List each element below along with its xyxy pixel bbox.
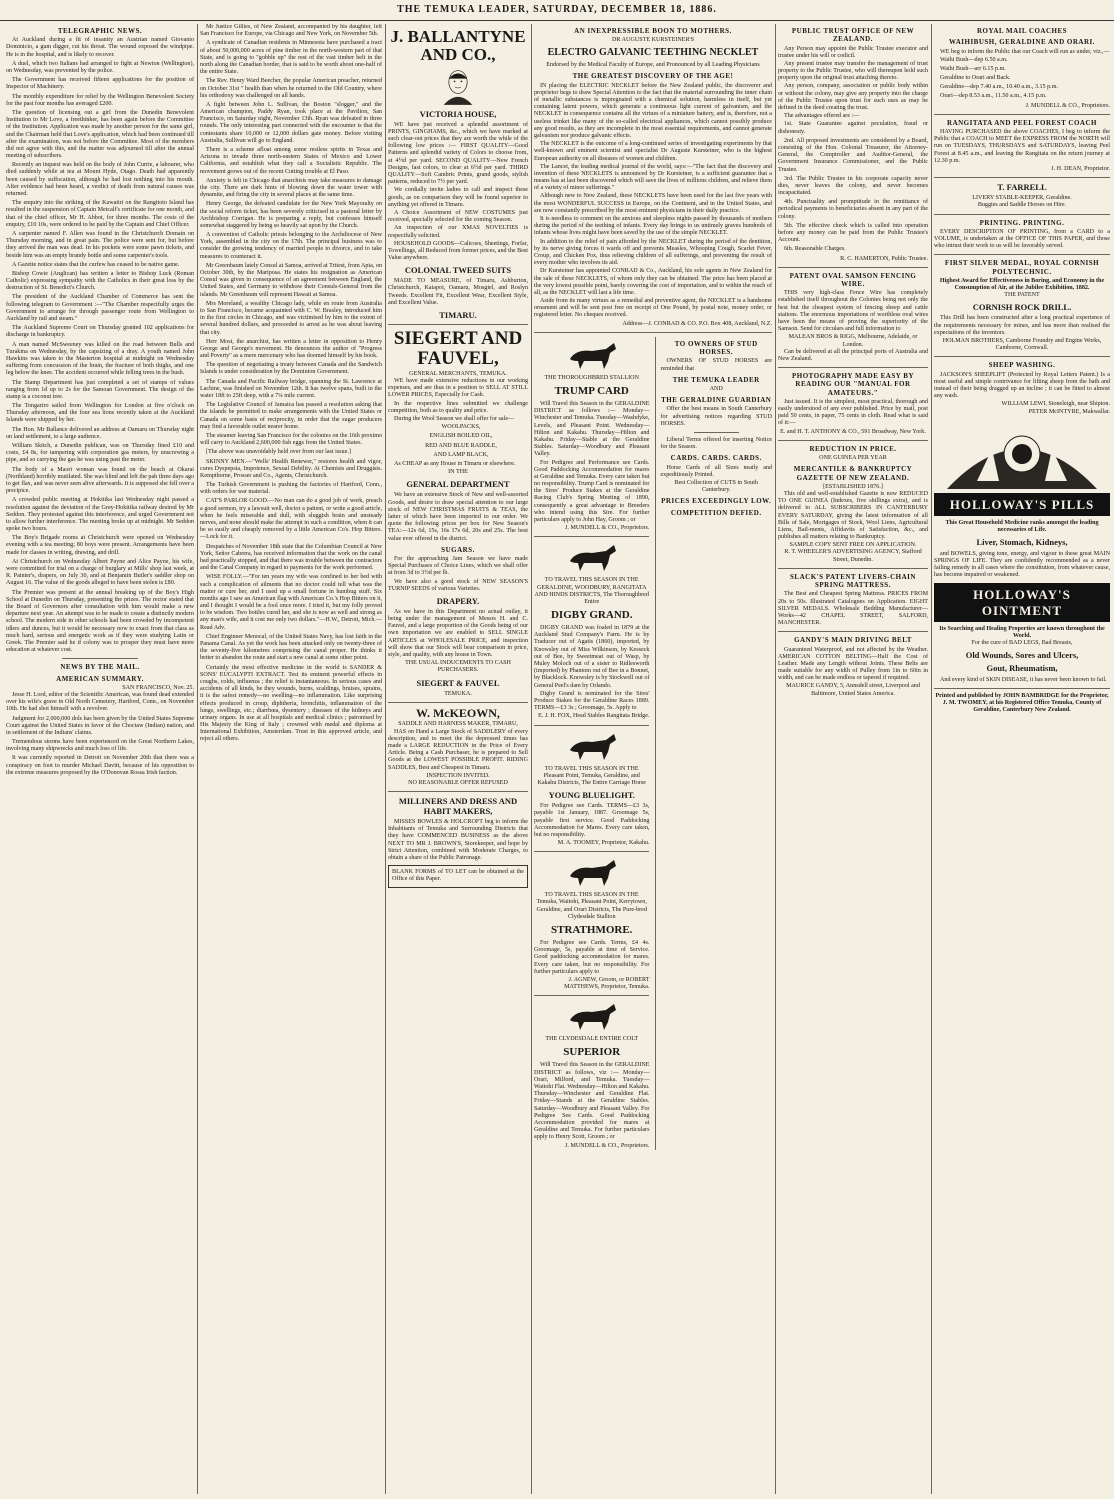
- ad-signature: E. J. H. FOX, Head Stables Rangitata Bridge.: [538, 713, 650, 720]
- ad-subheading: PRINTING. PRINTING.: [979, 218, 1065, 227]
- ad-caption: INSPECTION INVITED.: [426, 772, 490, 779]
- ad-subheading: GANDY'S MAIN DRIVING BELT: [794, 636, 912, 645]
- news-item: A duel, which two Italians had arranged to fight at Newton (Wellington), on Wednesday, was prevented by the police.: [6, 60, 194, 74]
- news-item: Judgment for 2,000,000 dols has been given by the United States Supreme Court against the United States in favor of the Choctaw (Indian) nation, and in settlement of the Indians' claims.: [6, 715, 194, 736]
- divider: [778, 568, 928, 569]
- divider: [388, 702, 528, 703]
- ad-text: Any person, company, association or public body within or without the colony, may give any property into the charge of the Public Trustee upon trust for such uses as may be defined in the deed creating the trust.: [778, 83, 928, 111]
- news-item: The Tongariro sailed from Wellington for London at five o'clock on Thursday afternoon, and the four sea lions recently taken at the Auckland Islands were shipped by her.: [6, 403, 194, 424]
- ad-subheading: Old Wounds, Sores and Ulcers,: [965, 650, 1079, 661]
- ad-signature: MAURICE GANDY, 5, Annsdell street, Liverpool and Baltimore, United States America.: [786, 683, 920, 697]
- ad-signature: J. MUNDELL & CO., Proprietors.: [565, 1142, 650, 1149]
- ad-caption: IN THE: [448, 469, 468, 476]
- news-item: A man named McSweeney was killed on the road between Bulls and Turakina on Wednesday, by the capsizing of a dray. A youth named John Hawkins was taken to the Masterton hospital at midnight on Wednesday suffering from concussion of the brain, the fracture of both thighs, and one leg below the knee. The accident occurred while felling trees in the bush.: [6, 341, 194, 377]
- column-coaches-holloway: [934, 24, 1110, 1494]
- ad-caption: Best Collection of CUTS in South Canterbury.: [674, 479, 758, 494]
- ad-subheading: THE GREATEST DISCOVERY OF THE AGE!: [572, 72, 734, 81]
- ad-subheading: SIEGERT & FAUVEL: [416, 677, 500, 688]
- news-item: Waihi Bush—dep 6.50 a.m.: [940, 56, 1008, 63]
- ad-subheading: COMPETITION DEFIED.: [670, 508, 762, 517]
- ad-caption: ONE GUINEA PER YEAR: [819, 455, 887, 462]
- ad-subheading: SUGARS.: [441, 545, 475, 554]
- column-necklet-stallions: [534, 24, 772, 1494]
- section-heading: NEWS BY THE MAIL.: [60, 663, 140, 672]
- news-item: The monthly expenditure for relief by the Wellington Benevolent Society for the past four months has averaged £200.: [6, 93, 194, 107]
- news-item: The Canada and Pacific Railway bridge, spanning the St. Lawrence at Lachine, was finished on November 12th. It has twelve spans, built in the water 18ft to 25ft deep, with a 7¼ mile current.: [200, 378, 382, 399]
- news-item: 1st. State Guarantee against peculation, fraud or dishonesty.: [778, 121, 928, 135]
- holloway-pills-banner: HOLLOWAY'S PILLS: [934, 493, 1110, 516]
- news-item: The Boy's Brigade rooms at Christchurch were opened on Wednesday evening with a tea meeting; 80 boys were present. Arrangements have been made for classes in writing, drawing, and drill.: [6, 535, 194, 556]
- ad-text: It is needless to comment on the anxious and sleepless nights passed by thousands of mothers during the period of the teething of infants. Every day brings to us untimely graves hundreds of infants whose lives might have been saved by the use of the simple NECKLET.: [534, 216, 772, 237]
- divider: [534, 995, 649, 996]
- news-item: [The above was unavoidably held over from our last issue.]: [206, 449, 351, 456]
- ad-text: Horse Cards of all Sizes neatly and expeditiously Printed.: [660, 464, 772, 478]
- ad-text: Will Travel this Season in the GERALDINE DISTRICT as follows, viz :— Monday—Orari, Milford, and Temuka. Tuesday—Waitohi Flat. Wednesday—Hilton and Kakahu. Thursday—Winchester and Geraldine Flat. Friday—Stands at the Geraldine Stables. Saturday—Woodbury and Pleasant Valley. For Pedigree See Cards. Good Paddocking Accommodation provided for mares at Geraldine and Temuka. For further particulars apply to Henry Scott, Groom ; or: [534, 1062, 650, 1141]
- ad-subheading: GENERAL MERCHANTS, TEMUKA.: [409, 370, 507, 377]
- ad-caption: LIVERY STABLE-KEEPER, Geraldine.: [972, 195, 1072, 202]
- news-item: Despatches of November 18th state that the Columbian Council at New York, Señor Cabrera, has received information that the work on the canal had practically stopped, and that there was trouble between the contractors and the Canal Company in regard to payments for the work performed.: [200, 543, 382, 572]
- divider: [934, 114, 1110, 115]
- ad-text: HOUSEHOLD GOODS—Calicoes, Sheetings, Forfar, Towellings, all Reduced from former prices, and the Best Value anywhere.: [388, 240, 528, 262]
- divider: [534, 332, 772, 333]
- ad-subheading: PRICES EXCEEDINGLY LOW.: [661, 497, 772, 506]
- news-item: The body of a Maori woman was found on the beach at Okarai (Northland) horribly mutilated. She was blind and left the pah three days ago to get flax, and was never seen alive afterwards. It is supposed she fell over a precipice.: [6, 466, 194, 495]
- trust-list: [778, 121, 928, 253]
- ad-signature: J. MUNDELL & CO., Proprietors.: [565, 525, 650, 532]
- ad-subheading: RANGITATA AND PEEL FOREST COACH: [947, 118, 1097, 127]
- ad-text: IN placing the ELECTRIC NECKLET before the New Zealand public, the discoverer and proprietor begs to draw Special Attention to the fact that the material surrounding the inner chain of metallic substances is impregnated with a chemical solution, harmless in itself, but yet containing latent powers, which generate a continuous light current of galvanism, and the NECKLET in consequence contains all the virtues of a miniature battery, and is, therefore, not a useless trinket like many of the so-called electrical appliances, which cannot possibly produce any good results, as they are incomplete in the most essential requirements, and cannot generate galvanism nor produce galvanic effects.: [534, 82, 772, 139]
- divider: [534, 851, 649, 852]
- ad-subheading: TO OWNERS OF STUD HORSES.: [674, 339, 758, 357]
- ad-signature: R. C. HAMERTON, Public Trustee.: [840, 255, 928, 262]
- ad-text: Guaranteed Waterproof, and not affected by the Weather. AMERICAN COTTON BELTING—Half the Cost of Leather. Made any Length without Joints. These Belts are made suitable for any width of Pulley from 1in to 60in in width, and can be made endless or tapered if required.: [778, 646, 928, 682]
- news-item: WOOLPACKS,: [441, 424, 481, 431]
- news-item: The question of licensing out a girl from the Dunedin Benevolent Institution to Mr Love, a freethinker, has been again before the Committee of the Institution. Application was made by another person for the same girl, and the Chairman held that Love's application, which had been continued till after the examination, was not before the Committee. Most of the members did not agree with this, and the matter was adjourned till after the annual meeting of subscribers.: [6, 109, 194, 160]
- news-item: The question of negotiating a treaty between Canada and the Sandwich Islands is under consideration by the Dominion Government.: [200, 362, 382, 376]
- news-item: Anxiety is felt in Chicago that anarchists may take measures to damage the city. There are dark hints of blowing down the water tower with dynamite, and firing the city in several places at the same time.: [200, 177, 382, 199]
- ad-text: Offer the best means in South Canterbury for advertising notices regarding STUD HORSES.: [660, 406, 772, 427]
- ad-caption: TO TRAVEL THIS SEASON IN THE Temuka, Waitohi, Pleasant Point, Kerrytown, Geraldine, and Orari Districts, The Pure-bred Clydesdale Stallion: [536, 892, 647, 920]
- news-item: A crowded public meeting at Hokitika last Wednesday night passed a resolution against the deviation of the Grey-Hokitika railway desired by Mr Seddon. They protested against this interference, and urged Government not to allow further interference. The meeting broke up at midnight. Mr Seddon spoke two hours.: [6, 497, 194, 533]
- column-american-summary: [200, 24, 382, 1494]
- ad-signature: J. AGNEW, Groom, or ROBERT MATTHEWS, Proprietor, Temuka.: [564, 976, 650, 991]
- column-public-trust: [778, 24, 928, 1494]
- ad-caption: TO TRAVEL THIS SEASON IN THE GERALDINE, WOODBURY, RANGITATA AND HINDS DISTRICTS, The Thoroughbred Entire: [534, 577, 649, 605]
- section-heading: TELEGRAPHIC NEWS.: [57, 27, 143, 35]
- ad-text: An inspection of our XMAS NOVELTIES is respectfully solicited.: [388, 225, 528, 239]
- column-rule: [775, 24, 776, 1494]
- divider: [934, 254, 1110, 255]
- ad-subheading: Gout, Rheumatism,: [986, 663, 1058, 674]
- news-item: A Gazette notice states that the curfew has ceased to be native game.: [12, 261, 180, 268]
- ad-signature: M. A. TOOMEY, Proprietor, Kakahu.: [557, 840, 650, 847]
- horse-icon: [562, 1000, 622, 1034]
- ad-box: BLANK FORMS of TO LET can be obtained at the Office of this Paper.: [388, 865, 528, 887]
- ad-subheading: THE GERALDINE GUARDIAN: [661, 396, 772, 405]
- divider: [778, 631, 928, 632]
- ad-signature: MALEAN BROS & RIGG, Melbourne, Adelaide, or London.: [788, 334, 918, 348]
- ad-caption: SADDLE AND HARNESS MAKER, TIMARU,: [398, 721, 518, 728]
- ad-text: The NECKLET is the outcome of a long-continued series of investigating experiments by that well-known and eminent scientist and specialist Dr Auguste Kursteiner, who is the highest European authority on all diseases of women and children.: [534, 141, 772, 162]
- column-rule: [385, 24, 386, 1494]
- column-telegraphic-news: [6, 24, 194, 1494]
- divider: [934, 177, 1110, 178]
- ad-signature: J. MUNDELL & CO., Proprietors.: [1025, 102, 1110, 109]
- column-ballantyne-siegert: [388, 24, 528, 1494]
- news-item: The steamer leaving San Francisco for the colonies on the 16th proximo will carry to Auckland 2,600,000 fish eggs from the United States.: [200, 432, 382, 447]
- ad-text: Dr Kursteiner has appointed CONRAD & Co., Auckland, his sole agents in New Zealand for the sale of these NECKLETS, of whom only they can be obtained. The price has been placed at the very lowest possible point, barely covering the cost of importation, and to within the reach of all, as the NECKLET will last a life time.: [534, 268, 772, 296]
- ad-caption: THE CLYDESDALE ENTIRE COLT: [545, 1036, 639, 1043]
- ad-text: Liberal Terms offered for inserting Notice for the Season.: [660, 436, 772, 451]
- divider: [388, 791, 528, 792]
- ad-text: WE have just received a splendid assortment of PRINTS, GINGHAMS, &c., which we have marked at such clear-out prices that they are worth the while of the following low prices :— FIRST QUALITY—Good Patterns and splendid variety of Colors to choose from, at 4½d per yard. SECOND QUALITY—New French Designs, fast colors, to clear at 6½d per yard. THIRD QUALITY—Soft Cambric Prints, grand goods, stylish patterns, reduced to 7½ per yard.: [388, 121, 528, 186]
- ad-headline: TRUMP CARD: [554, 385, 629, 398]
- news-item: 6th. Reasonable Charges.: [784, 246, 846, 253]
- ad-text: As CHEAP as any House in Timaru or elsewhere.: [394, 460, 516, 467]
- ad-text: For Pedigree see Cards. Terms, £4 4s. Groomage, 5s, payable at time of Service. Good paddocking accommodation for mares. Every care taken, but no responsibility. For further particulars apply to: [534, 939, 650, 975]
- ad-subheading: PHOTOGRAPHY MADE EASY BY READING OUR "MANUAL FOR AMATEURS.": [792, 372, 914, 397]
- ad-headline: ELECTRO GALVANIC TEETHING NECKLET: [547, 47, 759, 59]
- ad-signature: J. H. DEAN, Proprietor.: [1051, 166, 1110, 172]
- ad-text: We have also a good stock of NEW SEASON'S TURNIP SEEDS of various Varieties.: [388, 578, 528, 592]
- news-item: SKINNY MEN.—"Wells' Health Renewer," restores health and vigor, cures Dyspepsia, Impotence, Sexual Debility. At Chemists and Druggists. Kempthorne, Prosser and Co., Agents, Christchurch.: [200, 458, 382, 479]
- news-item: It was currently reported in Detroit on November 20th that there was a conspiracy on foot to murder Michael Davitt, because of his opposition to the extreme measures proposed by the O'Donovan Rossa Irish faction.: [6, 755, 194, 776]
- ad-text: EVERY DESCRIPTION OF PRINTING, from a CARD to a VOLUME, is undertaken at the OFFICE OF THIS PAPER, and those who intrust their work to us will be favorably served.: [934, 228, 1110, 250]
- ad-subheading: DRAPERY.: [436, 595, 480, 606]
- ad-caption: SAMPLE COPY SENT FREE ON APPLICATION.: [789, 542, 917, 549]
- news-item: 5th. The effective check which is called into operation before any money can be paid from the Public Trustee's Account.: [778, 222, 928, 244]
- news-item: The Turkish Government is pushing the factories of Hartford, Conn., with orders for war material.: [200, 482, 382, 496]
- divider: [534, 536, 649, 537]
- ad-text: This old and well-established Gazette is now REDUCED TO ONE GUINEA (Indexes, five shillings extra), and is delivered to ALL SUBSCRIBERS IN CANTERBURY EVERY SATURDAY, giving the latest information of all Bills of Sale, Mortgages of Stock, Wool Liens, Agricultural Liens, Bail-ments, Affidavits of Satisfaction, &c., and publishes all matters relating to Bankruptcy.: [778, 490, 928, 541]
- wool-items: [388, 424, 528, 459]
- ad-caption: Endorsed by the Medical Faculty of Europe, and Pronounced by all Leading Physicians: [546, 62, 760, 69]
- news-item: 4th. Punctuality and promptitude in the remittance of periodical payments to beneficiaries absent in any part of the colony.: [778, 199, 928, 220]
- news-item: Bishop Cowie (Anglican) has written a letter to Bishop Luck (Roman Catholic) expressing sympathy with the Catholics in their great loss by the destruction of St. Benedict's Church.: [6, 270, 194, 292]
- news-item: A carpenter named F. Allen was found in the Christchurch Domain on Thursday morning, and in great pain. The police were sent for, but before they arrived the man was dead. In his pockets were some pawn tickets, and beside him was an empty brandy bottle and some carpenter's tools.: [6, 230, 194, 259]
- ad-headline: STRATHMORE.: [551, 924, 633, 936]
- dateline: SAN FRANCISCO, Nov. 25.: [122, 684, 194, 691]
- ad-signature: PETER McINTYRE, Makwallar.: [1028, 408, 1110, 415]
- ad-text: Can be delivered at all the principal ports of Australia and New Zealand.: [778, 348, 928, 362]
- news-item: Certainly the most effective medicine in the world is SANDER & SONS' EUCALYPTI EXTRACT. Test its eminent powerful effects in coughs, colds, influenza ; the relief is instantaneous. In serious cases and accidents of all kinds, be they wounds, burns, scaldings, bruises, sprains, it is the safest remedy—no swelling—no inflammation. Like surprising effects produced in croup, diphtheria, bronchitis, inflammation of the lungs, swellings, etc.; diarrhœa, dysentery ; diseases of the kidneys and urinary organs. In use at all hospitals and medical clinics ; patronised by His Majesty the King of Italy ; crowned with medal and diploma at International Exhibition, Amsterdam. Trust in this approved article, and reject all others.: [200, 664, 382, 743]
- ad-headline: SIEGERT AND FAUVEL,: [393, 328, 523, 369]
- news-item: The Rev. Henry Ward Beecher, the popular American preacher, returned on October 31st " health than when he returned to the Old Country, where his orthodoxy was challenged on all hands.: [200, 78, 382, 99]
- ad-caption: AND: [709, 385, 723, 392]
- ad-text: For the approaching Jam Season we have made Special Purchases of Choice Lines, which we shall offer at from 3d to 3½d per lb.: [388, 555, 528, 577]
- news-item: At Christchurch on Wednesday Albert Payne and Alice Payne, his wife, were committed for trial on a charge of burglary at Mills' shop last week, at R. Painter's, drapers, on July 30, and at Benjamin Butler's saddler shop on August 16. The value of the goods alleged to have been stolen is £80.: [6, 558, 194, 587]
- ad-subheading: PATENT OVAL SAMSON FENCING WIRE.: [789, 271, 917, 288]
- news-item: CAT'S PARLOR GOOD.—No man can do a good job of work, preach a good sermon, try a lawsuit well, doctor a patient, or write a good article, when he feels miserable and dull, with sluggish brain and unsteady nerves, and none should make the attempt in such a condition, when it can be so easily and cheaply removed by a little American Co's. Hop Bitters.—Lock for it.: [200, 498, 382, 541]
- ad-caption: NO REASONABLE OFFER REFUSED: [408, 779, 508, 786]
- ad-caption: THE THOROUGHBRED STALLION: [544, 374, 639, 381]
- news-item: The Hon. Mr Ballance delivered an address at Oamaru on Thursday night on land settlement, to a large audience.: [6, 426, 194, 440]
- ad-text: WE have made extensive reductions in our working expenses, and are thus in a position to SELL AT STILL LOWER PRICES, Especially for Cash.: [388, 378, 528, 399]
- ad-text: Just issued. It is the simplest, most practical, thorough and easily understood of any ever published. Price by mail, post paid 50 cents, in paper, 75 cents in cloth. Read what is said of it:—: [778, 398, 928, 427]
- ad-caption: [ESTABLISHED 1876.]: [823, 483, 883, 490]
- ad-text: As we have in this Department no actual outlay, it being under the management of Messrs H. and C. Fauvel, and a large proportion of the Goods being of our own importation we are enabled to SELL SINGLE ARTICLES at WHOLESALE PRICE, and inspection will show that our Stock will bear comparison in price, style, and quality, with any house in Town.: [388, 608, 528, 659]
- horse-icon: [562, 856, 622, 890]
- horse-icon: [562, 339, 622, 373]
- ad-text: This Drill has been constructed after a long practical experience of the requirements necessary for mines, and has more than realised the expectations of the inventors.: [934, 315, 1110, 336]
- ad-signature: WILLIAM LEWI, Stoneleigh, near Shipton.: [1001, 401, 1110, 408]
- news-item: Herr Most, the anarchist, has written a letter in opposition to Henry George and George's movement. He denounces the author of "Progress and Poverty" as a mere mercenary who has doomed himself by his book.: [200, 338, 382, 360]
- ad-subheading: Liver, Stomach, Kidneys,: [976, 537, 1068, 548]
- american-items: [6, 692, 194, 777]
- ad-subheading: THE TEMUKA LEADER: [672, 375, 760, 384]
- divider: [934, 214, 1110, 215]
- ad-subheading: SLACK'S PATENT LIVERS-CHAIN SPRING MATTRESS.: [790, 572, 916, 590]
- news-item: Recently an inquest was held on the body of John Currie, a labourer, who died suddenly while at tea at Mount Hyde, Otago. Death had apparently been caused by suffocation, although he had lost nothing into his mouth. After evidence had been heard, a verdict of death from natural causes was returned.: [6, 162, 194, 197]
- divider: [62, 658, 137, 659]
- news-item: The Auckland Supreme Court on Thursday granted 102 applications for discharge in bankruptcy.: [6, 325, 194, 339]
- news-item: There is a scheme afloat among some restless spirits in Texas and Arizona to invade three north-eastern States of Mexico and Lower California, and establish what they call a Socialistic Republic. The movement grows out of the recent Cutting trouble at El Paso.: [200, 147, 382, 175]
- ad-caption: THE PATENT: [1004, 292, 1040, 299]
- ad-caption: TO TRAVEL THIS SEASON IN THE Pleasant Point, Temuka, Geraldine, and Kakahu Districts, The Entire Carriage Horse: [537, 765, 646, 786]
- ad-text: We cordially invite ladies to call and inspect these goods, as on comparison they will be found superior to anything yet offered in Timaru.: [388, 187, 528, 208]
- section-subheading: AMERICAN SUMMARY.: [56, 674, 144, 683]
- news-item: The Government has received fifteen applications for the position of Inspector of Machinery.: [6, 77, 194, 91]
- ad-text: In the respective lines submitted we challenge competition, both as to quality and price.: [388, 400, 528, 414]
- ad-text: During the Wool Season we shall offer for sale—: [394, 416, 515, 423]
- ad-subheading: SHEEP WASHING.: [988, 361, 1056, 370]
- ad-subheading: TIMARU.: [439, 310, 477, 321]
- news-item: WISE FOLLY.—"For ten years my wife was confined to her bed with such a complication of ailments that no doctor could tell what was the matter or cure her, and I used up a small fortune in humbug stuff. Six months ago I saw an American flag with American Co.'s Hop Bitters on it, and I thought I would be a fool once more. I tried it, but my folly proved to be wisdom. Two bottles cured her, and she is now as well and strong as any man's wife, and it cost me only two dollars."—H.W., Detroit, Mich.—Read Adv.: [200, 574, 382, 631]
- column-rule: [931, 24, 932, 1494]
- ad-caption: Its Searching and Healing Properties are known throughout the World.: [939, 625, 1105, 640]
- ad-subheading: COLONIAL TWEED SUITS: [404, 265, 512, 276]
- ad-text: Digby Grand is nominated for the Sires' Produce Stakes for the Geraldine Races 1889. TERMS—£3 3s ; Groomage, 5s. Apply to: [534, 690, 650, 712]
- ad-caption: Highest Award for Effectiveness in Boring, and Economy in the Consumption of Air, at the Jubilee Exhibition, 1882.: [939, 277, 1105, 292]
- ad-text: MADE TO MEASURE, of Timaru, Ashburton, Christchurch, Kaiapoi, Oamaru, Mosgiel, and Roslyn Tweeds. Excellent Fit, Excellent Wear, Excellent Style, and Excellent Value.: [388, 278, 528, 306]
- news-item: Mr Justice Gillies, of New Zealand, accompanied by his daughter, left San Francisco for Europe, via Chicago and New York, on November 5th.: [200, 24, 382, 38]
- ad-caption: This Great Household Medicine ranks amongst the leading necessaries of Life.: [945, 520, 1099, 534]
- divider: [778, 440, 928, 441]
- ad-headline: J. BALLANTYNE AND CO.,: [390, 27, 526, 64]
- ad-text: and BOWELS, giving tone, energy, and vigour to these great MAIN SPRINGS OF LIFE. They are confidently recommended as a never failing remedy in all cases where the constitution, from whatever cause, has become impaired or weakened.: [934, 550, 1110, 579]
- news-item: The Stamp Department has just completed a set of stamps of values ranging from 1d up to 2s for the Samoan Government. The design of the stamp is a coconut tree.: [6, 379, 194, 400]
- news-item: Geraldine—dep 7.40 a.m., 10.40 a.m., 3.15 p.m.: [940, 84, 1058, 91]
- ad-text: WE beg to inform the Public that our Coach will run as under, viz.,—: [940, 48, 1110, 55]
- ad-text: For Pedigree and Performance see Cards. Good Paddocking Accommodation for mares at Geraldine and Temuka. Every care taken but no responsibility. Trump Card is nominated for the Sires' Produce Stakes at the Geraldine Racing Club's Spring Meeting of 1890, consequently a great advantage to Breeders who intend using this Sire. For further particulars apply to John Hay, Groom ; or: [534, 459, 650, 524]
- ad-text: HAVING PURCHASED the above COACHES, I beg to inform the Public that a COACH to MEET the EXPRESS FROM the NORTH will run on TUESDAYS, THURSDAYS and SATURDAYS, leaving Peel Forest at 8.45 a.m., and leaving the Rangitata on the return journey at 12.30 p.m.: [934, 129, 1110, 164]
- news-item: William Skitch, a Dunedin publican, was on Thursday fined £10 and costs, £4 8s, for tampering with corporation gas meters, by unscrewing a pipe, and so carrying the gas he was using past the meter.: [6, 443, 194, 464]
- ad-headline: DIGBY GRAND.: [550, 609, 633, 622]
- ad-caption: DR AUGUSTE KURSTEINER'S: [611, 37, 694, 44]
- ad-text: A Choice Assortment of NEW COSTUMES just received, specially selected for the coming Season.: [388, 209, 528, 224]
- divider: [934, 356, 1110, 357]
- news-item: Henry George, the defeated candidate for the New York Mayoralty on the social reform ticket, has been severely criticised in a pastoral letter by Archbishop Corrigan. He is preparing a reply, but confesses himself somewhat staggered by being so heavily sat upon by the Church.: [200, 201, 382, 229]
- ad-text: THIS very high-class Fence Wire has completely established itself throughout the Colonies being not only the best but the cheapest system of fencing sheep and cattle stations. The enormous importations of worthless oval wires have been the means of proving the superiority of the Samson. Send for circulars and full information to: [778, 290, 928, 333]
- ad-subheading: ROYAL MAIL COACHES: [976, 27, 1068, 35]
- ad-text: Although new to New Zealand, these NECKLETS have been used for the last five years with the most WONDERFUL SUCCESS in Europe, on the Continent, and in the United States, and are now constantly prescribed by the most eminent physicians in their daily practice.: [534, 193, 772, 214]
- news-items: [200, 24, 382, 744]
- ad-subheading: PUBLIC TRUST OFFICE OF NEW ZEALAND.: [791, 27, 915, 44]
- column-rule: [531, 24, 532, 1494]
- ad-caption: TEMUKA.: [444, 690, 472, 697]
- ad-left-column: [534, 337, 649, 1150]
- ad-text: Any present trustee may transfer the management of trust property to the Public Trustee, who will thereupon hold such property upon the original trust attaching thereto.: [778, 60, 928, 82]
- ad-headline: SUPERIOR: [563, 1046, 621, 1059]
- ad-text: We have an extensive Stock of New and well-assorted Goods, and desire to draw special attention to our large stock of NEW CHRISTMAS FRUITS & TEAS, the latter of which have been imported to our order. We quote the following prices per box for New Season's TEA:—12s 6d, 15s, 16s 17s 6d, 20s and 25s. The best value ever offered in the district.: [388, 492, 528, 542]
- divider: [778, 267, 928, 268]
- ad-right-column: [655, 337, 772, 1150]
- news-item: Chief Engineer Menocal, of the United States Navy, has lost faith in the Panama Canal. As yet the work has been attacked only on twenty-three of the seventy-five kilometres comprising the canal proper. He thinks it better to abandon the route and start a new canal at some other point.: [200, 633, 382, 662]
- ad-signature: R. T. WHEELER'S ADVERTISING AGENCY, Stafford Street, Dunedin.: [784, 549, 922, 563]
- news-item: RED AND BLUE RADDLE,: [425, 442, 497, 449]
- news-item: The Premier was present at the annual breaking up of the Boy's High School at Dunedin on Thursday, presenting the prizes. The rector stated that the Board of Governors after consultation with him would make a new departure next year. An attempt was to be made to create a distinctly modern school. The modern side in other schools had been crowded by incompetent idlers and dunces, but it would be necessary now to exact from that class as much hard, serious and energetic work as if they were studying Latin or Greek. The Premier said he if colony was to prosper they must have more education at whatever cost.: [6, 589, 194, 654]
- masthead: THE TEMUKA LEADER, SATURDAY, DECEMBER 18, 1886.: [0, 0, 1114, 21]
- ad-signature: HOLMAN BROTHERS, Camborne Foundry and Engine Works, Camborne, Cornwall.: [942, 338, 1102, 352]
- divider: [388, 324, 528, 325]
- ad-signature: Address—J. CONRAD & CO. P.O. Box 408, Auckland, N.Z.: [622, 320, 772, 327]
- ad-text: The advantages offered are :—: [784, 113, 860, 120]
- ad-text: Aside from its many virtues as a remedial and preventive agent, the NECKLET is a handsome ornament and will be sent post free on receipt of One Pound, by postal note, money order, or registered letter. No cheques received.: [534, 298, 772, 319]
- horse-icon: [562, 730, 622, 764]
- news-item: Jesse H. Lord, editor of the Scientific American, was found dead extended over his wife's grave in Old North Cemetery, Hartford, Conn., on November 10th. He had shot himself with a revolver.: [6, 691, 194, 713]
- ad-text: OWNERS OF STUD HORSES are reminded that: [660, 358, 772, 372]
- ad-text: Any Person may appoint the Public Trustee executor and trustee under his will or codicil.: [778, 45, 928, 59]
- coach-times: [934, 57, 1110, 101]
- ad-subheading: FIRST SILVER MEDAL, ROYAL CORNISH POLYTECHNIC.: [944, 259, 1100, 276]
- ad-text: For Pedigree see Cards. TERMS—£3 3s, payable 1st January, 1887. Groomage 5s, payable first service. Good Paddocking Accommodation for Mares. Every care taken, but no responsibility.: [534, 803, 650, 838]
- ad-caption: For the cure of BAD LEGS, Bad Breasts,: [971, 640, 1073, 647]
- ad-subheading: REDUCTION IN PRICE.: [809, 444, 897, 453]
- column-rule: [197, 24, 198, 1494]
- news-item: Waihi Bush—arr 6.15 p.m.: [940, 65, 1006, 72]
- horse-icon: [562, 541, 622, 575]
- news-item: Orari—dep 8.53 a.m., 11.50 a.m., 4.15 p.m.: [940, 93, 1047, 100]
- ad-text: Will Travel this Season in the GERALDINE DISTRICT as follows :— Monday—Winchester and Temuka. Tuesday—Washdyke, Levels, and Pleasant Point. Wednesday—Hilton and Kakahu. Thursday—Hilton and Kakahu. Friday—Stable at the Geraldine Stables. Saturday—Woodbury and Pleasant Valley.: [534, 401, 650, 458]
- news-item: A syndicate of Canadian residents in Minnesota have purchased a tract of about 50,000,000 acres of pine timber in the north-western part of that State, and is going to "gobble up" the rest of the vast timber belt in the north along the Canadian border, that is said to be worth about one-half of the entire State.: [200, 40, 382, 76]
- holloway-ointment-banner: HOLLOWAY'S OINTMENT: [934, 583, 1110, 622]
- news-item: The president of the Auckland Chamber of Commerce has sent the following telegram to Government :—"The Chamber respectfully urges the Government to arrange for through passenger route from Wellington to Auckland by rail and steam.": [6, 294, 194, 322]
- ad-subheading: MILLINERS AND DRESS AND HABIT MAKERS,: [398, 796, 518, 817]
- ad-text: DIGBY GRAND was foaled in 1879 at the Auckland Stud Company's Farm. He is by Traducer out of Agatis (1860), imported, by Knowsley out of Miss Wilkinson, by Kesseck out of Bee, by Sweetmeat out of Wasp, by Muley Moloch out of a sister to Ridlesworth (imported) by Phantom out of Bee in a Bonnet, by Blacklock. Knowsley is by Stockwell out of General Peel's dam by Orlando.: [534, 625, 650, 689]
- ad-subheading: WAIHIBUSH, GERALDINE AND ORARI.: [949, 38, 1095, 47]
- news-item: ENGLISH BOILED OIL,: [429, 433, 493, 440]
- ad-caption: THE USUAL INDUCEMENTS TO CASH PURCHASERS.: [405, 660, 511, 674]
- ad-text: In addition to the relief of pain afforded by the NECKLET during the period of the dentition, by its nerve giving forces it wards off and prevents Measles, Whooping Cough, Scarlet Fever, Croup, and Chicken Pox, thus relieving children of all sufferings, and preventing the result of every mother who involves its aid.: [534, 238, 772, 267]
- ad-subheading: MERCANTILE & BANKRUPTCY GAZETTE OF NEW ZEALAND.: [793, 465, 913, 482]
- ad-row: [534, 337, 772, 1150]
- holloway-crest-icon: [937, 419, 1107, 489]
- divider: [778, 367, 928, 368]
- ad-headline: W. McKEOWN,: [416, 705, 500, 720]
- news-item: Mrs Moreland, a wealthy Chicago lady, while en route from Australia to San Francisco, became acquainted with C. W. Brasley, introduced him in the first circles in Chicago, and was victimised by him to the extent of several hundred dollars, and proceeded to arrest as he was about leaving that city.: [200, 300, 382, 336]
- queen-victoria-portrait-icon: [413, 66, 503, 106]
- ad-text: The Best and Cheapest Spring Mattress. PRICES FROM 20s to 50s. Illustrated Catalogues on Application. EIGHT SILVER MEDALS. Wholesale Bedding Manufacturer—Works—42 CHAPEL STREET, SALFORD, MANCHESTER.: [778, 591, 928, 627]
- news-item: Mr Greenbaum lately Consul at Samoa, arrived at Tritest, from Apia, on October 30th, by the Mariposa. He states his resignation as American Consul was given in consequence of an agreement between England, the United States, and Germany to withdraw their Consuls-General from the islands. Mr Greenbaum will represent Hawaii at Samoa.: [200, 262, 382, 298]
- divider: [694, 432, 739, 433]
- ad-text: And every kind of SKIN DISEASE, it has never been known to fail.: [940, 676, 1107, 683]
- news-item: AND LAMP BLACK,: [433, 451, 489, 458]
- ad-caption: Buggies and Saddle Horses on Hire.: [977, 202, 1067, 209]
- divider: [934, 688, 1110, 689]
- news-item: Geraldine to Orari and Back.: [940, 75, 1011, 82]
- ad-text: JACKSON'S SHEEPLIFT (Protected by Royal Letters Patent.) Is a most useful and simple contrivance for lifting sheep from the bath and instead of their being dragged up an incline ; it can be fitted to almost any wash.: [934, 371, 1110, 400]
- ad-caption: AN INEXPRESSIBLE BOON TO MOTHERS.: [574, 27, 732, 35]
- news-item: The Legislative Council of Jamaica has passed a resolution asking that the islands be permitted to make arrangements with the United States or Canada on some basis of reciprocity, in order that the sugar producers may find a favorable outlet nearer home.: [200, 402, 382, 430]
- divider: [534, 725, 649, 726]
- ad-headline: CORNISH ROCK DRILL.: [972, 302, 1072, 313]
- news-item: 3rd. The Public Trustee in his corporate capacity never dies, never leaves the colony, and never becomes incapacitated.: [778, 175, 928, 197]
- news-item: A fight between John L. Sullivan, the Boston "slogger," and the American champion, Paddy Ryan, took place at the Pavilion, San Francisco, on Saturday night, November 13th. Ryan was defeated in three rounds. The only interesting part connected with the encounter is that the contestants share 10,000 or 12,000 dollars gate money. Before visiting Australia, Sullivan will go to England.: [200, 101, 382, 144]
- ad-text: HAS on Hand a Large Stock of SADDLERY of every description, and to meet the the depressed times has made a LARGE REDUCTION in the Price of Every Article. Being a Cash Purchaser, he is prepared to Sell Goods at the LOWEST POSSIBLE PROFIT. RIDING SADDLES, Best and Cheapest in Timaru.: [388, 728, 528, 771]
- news-item: 2nd. All proposed investments are considered by a Board, consisting of the Hon. Colonial Treasurer, the Attorney-General, the Comptroller and Auditor-General, the Government Insurance Commissioner, and the Public Trustee.: [778, 137, 928, 173]
- ad-subheading: CARDS. CARDS. CARDS.: [670, 454, 762, 463]
- ad-signature: E. and H. T. ANTHONY & CO., 591 Broadway, New York.: [780, 428, 926, 435]
- news-item: Tremendous storms have been experienced on the Great Northern Lakes, involving many shipwrecks and much loss of life.: [6, 739, 194, 753]
- news-item: At Auckland during a fit of insanity an Austrian named Giovanio Dominicio, a gum digger, cut his throat. The wound exposed the windpipe. He is in the hospital, and is likely to recover.: [6, 37, 194, 58]
- telegraphic-items: [6, 37, 194, 654]
- ad-headline: YOUNG BLUELIGHT.: [548, 790, 635, 801]
- news-item: The enquiry into the striking of the Kawatiri on the Rangitoto Island has resulted in the suspension of Captain Metcalf's certificate for one month, and that of the chief officer, Mr H. Abbot, for three months. The costs of the enquiry, £10 10s, were ordered to be paid by the Captain and Chief Officer.: [6, 200, 194, 228]
- ad-subheading: GENERAL DEPARTMENT: [406, 479, 510, 490]
- ad-subheading: VICTORIA HOUSE,: [419, 108, 497, 119]
- ad-headline: T. FARRELL: [997, 182, 1047, 193]
- ad-text: The Lancet, the leading medical journal of the world, says:—"The fact that the discovery and invention of these NECKLETS is announced by Dr Kursteiner, is a sufficient guarantee that a means has at last been discovered which will save the lives of millions children, and relieve them of a variety of minor sufferings.": [534, 163, 772, 192]
- ad-text: MISSES BOWLES & HOLCROFT beg to inform the Inhabitants of Temuka and Surrounding Districts that they have COMMENCED BUSINESS as the above NEXT TO MR J. BROWN'S, Storekeeper, and hope by Strict Attention, combined with Moderate Charges, to obtain a share of the Public Patronage.: [388, 819, 528, 862]
- news-item: A convention of Catholic priests belonging to the Archdiocese of New York, assembled in the city on the 17th. The principal business was to consider the growing tendency of married people to divorce, and to take measures to counteract it.: [200, 232, 382, 260]
- printer-imprint: Printed and published by JOHN BAMBRIDGE for the Proprietor, J. M. TWOMEY, at his Registered Office Temuka, County of Geraldine, Canterbury New Zealand.: [935, 692, 1109, 714]
